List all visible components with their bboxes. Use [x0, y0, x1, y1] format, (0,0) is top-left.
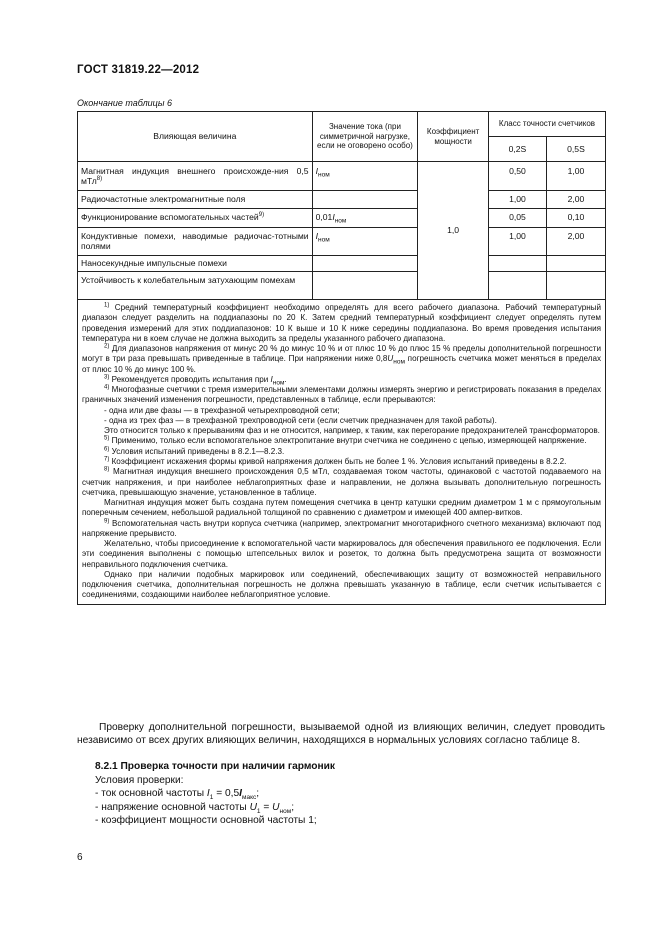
- table-row: Магнитная индукция внешнего происхожде-ния 0,5 мТл$^{8)}$ $I_{ном}$ 1,0 0,50 1,00: [78, 162, 606, 191]
- row-label: Радиочастотные электромагнитные поля: [78, 191, 313, 209]
- cell-02s: 1,00: [488, 228, 546, 256]
- footnotes: $^{1)}$ Средний температурный коэффициент необходимо определять для всего рабочего диапазона. Рабочий температурный диапазон следует разделить на поддиапазоны по 20 К. Затем средний температурный коэффициент следует определять путем проведения измерений для этих поддиапазонов: 10 К выше и 10 К ниже середины поддиапазона. Во время проведения испытания температура ни в коем случае не должна выходить за пределы указанного рабочего диапазона. $^{2)}$ Для диапазонов напряжения от минус 20 % до минус 10 % и от плюс 10 % до плюс 15 % пределы дополнительной погрешности могут в три раза превышать приведенные в таблице. При напряжении ниже $0,8U_{ном}$ погрешность счетчика может меняться в пределах от плюс 10 % до минус 100 %. $^{3)}$ Рекомендуется проводить испытания при $I_{ном}$. $^{4)}$ Многофазные счетчики с тремя измерительными элементами должны измерять энергию и регистрировать показания в пределах граничных значений изменения погрешности, представленных в таблице, если прерываются: - одна или две фазы — в трехфазной четырехпроводной сети; - одна из трех фаз — в трехфазной трехпроводной сети (если счетчик предназначен для такой работы). Это относится только к прерываниям фаз и не относится, например, к таким, как перегорание предохранителей трансформаторов. $^{5)}$ Применимо, только если вспомогательное электропитание внутри счетчика не соединено с цепью, измеряющей напряжение. $^{6)}$ Условия испытаний приведены в 8.2.1—8.2.3. $^{7)}$ Коэффициент искажения формы кривой напряжения должен быть не более 1 %. Условия испытаний приведены в 8.2.2. $^{8)}$ Магнитная индукция внешнего происхождения 0,5 мТл, создаваемая током частоты, одинаковой с частотой подаваемого на счетчик напряжения, и при наиболее неблагоприятных фазе и направлении, не должна вызывать дополнительную погрешность счетчика, превышающую значение, установленное в таблице. Магнитная индукция может быть создана путем помещения счетчика в центр катушки средним диаметром 1 м с прямоугольным поперечным сечением, небольшой радиальной толщиной по сравнению с диаметром и имеющей 400 ампер-витков. $^{9)}$ Вспомогательная часть внутри корпуса счетчика (например, электромагнит многотарифного счетного механизма) включают под напряжение прерывисто. Желательно, чтобы присоединение к вспомогательной части маркировалось для обеспечения правильного ее подключения. Если эти соединения выполнены с помощью штепсельных вилок и розеток, то должна быть предусмотрена защита от возможности неправильного подключения счетчика. Однако при наличии подобных маркировок или соединений, обеспечивающих защиту от возможностей неправильного подключения счетчика, дополнительная погрешность не должна превышать указанную в таблице, если счетчик испытывается с соединениями, создающими наиболее неблагоприятное условие.: [78, 300, 606, 605]
- cell-02s: 1,00: [488, 191, 546, 209]
- cell-02s: 0,05: [488, 209, 546, 228]
- header-current: Значение тока (при симметричной нагрузке, если не оговорено особо): [312, 112, 418, 162]
- footnote-9b: Желательно, чтобы присоединение к вспомогательной части маркировалось для обеспечения правильного ее подключения. Если эти соединения выполнены с помощью штепсельных вилок и розеток, то должна быть предусмотрена защита от возможности неправильного подключения счетчика.: [82, 539, 601, 569]
- power-factor-value: 1,0: [418, 162, 489, 300]
- header-class-05s: 0,5S: [546, 137, 605, 162]
- footnote-4: Многофазные счетчики с тремя измерительными элементами должны измерять энергию и регистрировать показания в пределах граничных значений изменения погрешности, представленных в таблице, если прерываются:: [82, 385, 602, 405]
- footnote-4-tail: Это относится только к прерываниям фаз и не относится, например, к таким, как перегорание предохранителей трансформаторов.: [104, 426, 600, 436]
- table-row: [78, 272, 606, 300]
- test-conditions: [95, 774, 623, 827]
- table-row: Функционирование вспомогательных частей$^{9)}$ $0,01I_{ном}$ 0,05 0,10: [78, 209, 606, 228]
- footnote-4-item: - одна из трех фаз — в трехфазной трехпроводной сети (если счетчик предназначен для такой работы).: [104, 415, 497, 425]
- cell-05s: 1,00: [546, 162, 605, 191]
- table-row: [78, 256, 606, 272]
- footnote-2: Для диапазонов напряжения от минус 20 % до минус 10 % и от плюс 10 % до плюс 15 % пределы дополнительной погрешности могут в три раза превышать приведенные в таблице. При напряжении ниже 0,8: [82, 344, 601, 364]
- document-header: ГОСТ 31819.22—2012: [77, 64, 200, 76]
- condition-item: - коэффициент мощности основной частоты 1;: [95, 814, 317, 826]
- condition-item: - ток основной частоты $I_1 = 0,5I_{макс}$;: [95, 788, 260, 802]
- row-label: Кондуктивные помехи, наводимые радиочас-тотными полями: [78, 228, 313, 256]
- header-influence: Влияющая величина: [78, 112, 313, 162]
- header-accuracy-class: Класс точности счетчиков: [488, 112, 605, 137]
- footnote-8b: Магнитная индукция может быть создана путем помещения счетчика в центр катушки средним диаметром 1 м с прямоугольным поперечным сечением, небольшой радиальной толщиной по сравнению с диаметром и имеющей 400 ампер-витков.: [82, 498, 601, 518]
- cell-05s: 0,10: [546, 209, 605, 228]
- condition-item: - напряжение основной частоты $U_1 = U_{ном}$;: [95, 801, 295, 815]
- footnote-1: Средний температурный коэффициент необходимо определять для всего рабочего диапазона. Рабочий температурный диапазон следует разделить на поддиапазоны по 20 К. Затем средний температурный коэффициент следует определять путем проведения измерений для этих поддиапазонов: 10 К выше и 10 К ниже середины поддиапазона. Во время проведения испытания температура ни в коем случае не должна выходить за пределы указанного рабочего диапазона.: [82, 303, 602, 343]
- section-heading: 8.2.1 Проверка точности при наличии гармоник: [95, 761, 336, 772]
- footnote-8: Магнитная индукция внешнего происхождения 0,5 мТл, создаваемая током частоты, одинаковой с частотой подаваемого на счетчик напряжения, и при наиболее неблагоприятных фазе и направлении, не должна вызывать дополнительную погрешность счетчика, превышающую значение, установленное в таблице.: [82, 467, 601, 497]
- footnotes-row: [78, 300, 606, 605]
- cell-05s: 2,00: [546, 191, 605, 209]
- footnote-5: Применимо, только если вспомогательное электропитание внутри счетчика не соединено с цепью, измеряющей напряжение.: [111, 436, 587, 446]
- page-number: 6: [77, 852, 83, 863]
- body-paragraph: Проверку дополнительной погрешности, вызываемой одной из влияющих величин, следует проводить независимо от всех других влияющих величин, находящихся в нормальных условиях согласно таблице 8.: [77, 722, 605, 747]
- cell-02s: 0,50: [488, 162, 546, 191]
- header-class-02s: 0,2S: [488, 137, 546, 162]
- table-row: Кондуктивные помехи, наводимые радиочас-тотными полями $I_{ном}$ 1,00 2,00: [78, 228, 606, 256]
- footnote-9c: Однако при наличии подобных маркировок или соединений, обеспечивающих защиту от возможностей неправильного подключения счетчика, дополнительная погрешность не должна превышать указанную в таблице, если счетчик испытывается с соединениями, создающими наиболее неблагоприятное условие.: [82, 569, 601, 600]
- row-label: Наносекундные импульсные помехи: [78, 256, 313, 272]
- footnote-6: Условия испытаний приведены в 8.2.1—8.2.3.: [111, 446, 285, 456]
- row-label: Устойчивость к колебательным затухающим помехам: [78, 272, 313, 300]
- footnote-9: Вспомогательная часть внутри корпуса счетчика (например, электромагнит многотарифного счетного механизма) включают под напряжение прерывисто.: [82, 518, 601, 538]
- row-label: Функционирование вспомогательных частей: [81, 212, 259, 222]
- footnote-4-item: - одна или две фазы — в трехфазной четырехпроводной сети;: [104, 405, 340, 415]
- footnote-7: Коэффициент искажения формы кривой напряжения должен быть не более 1 %. Условия испытаний приведены в 8.2.2.: [111, 456, 567, 466]
- footnote-3: Рекомендуется проводить испытания при: [111, 374, 271, 384]
- row-label: Магнитная индукция внешнего происхожде-ния 0,5 мТл: [81, 166, 309, 187]
- header-power-factor: Коэффициент мощности: [418, 112, 489, 162]
- table-caption: Окончание таблицы 6: [77, 98, 172, 108]
- conditions-label: Условия проверки:: [95, 775, 184, 786]
- cell-05s: 2,00: [546, 228, 605, 256]
- table-row: [78, 191, 606, 209]
- influence-quantities-table: [77, 111, 606, 605]
